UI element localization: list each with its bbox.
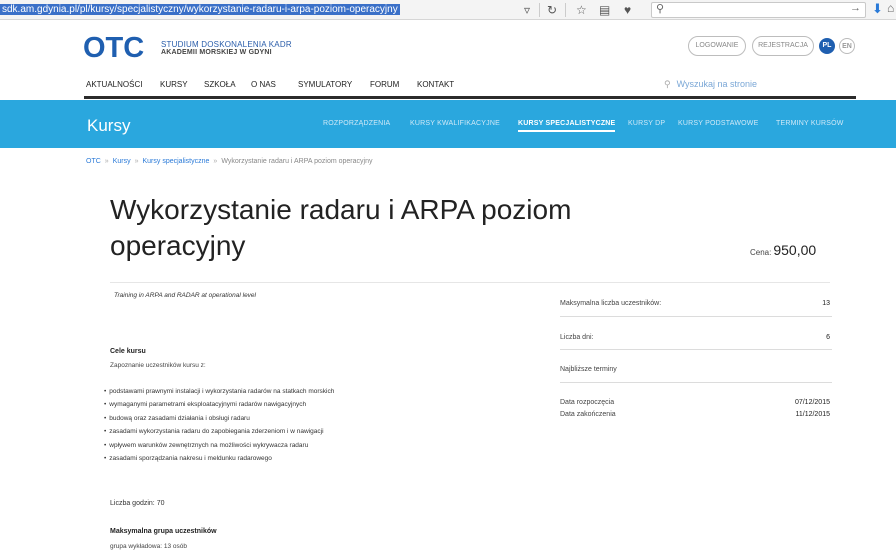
- subnav-terminy-kursow[interactable]: TERMINY KURSÓW: [776, 120, 844, 127]
- nav-forum[interactable]: FORUM: [370, 80, 400, 89]
- home-icon[interactable]: ⌂: [887, 1, 895, 15]
- site-search-input[interactable]: [664, 79, 757, 90]
- reload-icon[interactable]: ↻: [547, 3, 558, 17]
- address-bar[interactable]: [0, 2, 512, 17]
- lang-pl-button[interactable]: PL: [819, 38, 835, 54]
- site-search-icon: ⚲: [664, 79, 671, 89]
- info-start-date: [560, 399, 832, 406]
- nav-szkola[interactable]: SZKOŁA: [204, 80, 236, 89]
- list-item: • budową oraz zasadami działania i obsługi radaru: [104, 415, 334, 428]
- hours-count: Liczba godzin: 70: [110, 500, 165, 507]
- max-group-heading: Maksymalna grupa uczestników: [110, 528, 217, 535]
- dropdown-arrow-icon[interactable]: ▿: [524, 3, 531, 17]
- divider: [110, 282, 830, 283]
- info-end-date: [560, 411, 832, 418]
- register-button[interactable]: REJESTRACJA: [752, 36, 814, 56]
- price-label: Cena:: [750, 248, 772, 257]
- bookmark-star-icon[interactable]: ☆: [576, 3, 587, 17]
- page-title: Wykorzystanie radaru i ARPA poziom operacyjny: [110, 194, 572, 261]
- subnav-kursy-kwalifikacyjne[interactable]: KURSY KWALIFIKACYJNE: [410, 120, 500, 127]
- login-button[interactable]: LOGOWANIE: [688, 36, 746, 56]
- otc-logo[interactable]: [83, 33, 155, 61]
- nav-kursy[interactable]: KURSY: [160, 80, 188, 89]
- breadcrumb-separator: »: [134, 158, 139, 165]
- site-search-placeholder: Wyszukaj na stronie: [676, 79, 758, 89]
- info-label: Maksymalna liczba uczestników:: [560, 300, 662, 307]
- max-group-value: grupa wykładowa: 13 osób: [110, 543, 187, 550]
- list-item: • podstawami prawnymi instalacji i wykorzystania radarów na statkach morskich: [104, 388, 334, 401]
- breadcrumb-current: Wykorzystanie radaru i ARPA poziom operacyjny: [221, 158, 373, 165]
- info-label: Data rozpoczęcia: [560, 399, 615, 406]
- breadcrumb-otc[interactable]: OTC: [86, 158, 101, 165]
- info-label: Data zakończenia: [560, 411, 616, 418]
- info-nearest-dates: [560, 366, 832, 373]
- info-label: Liczba dni:: [560, 334, 594, 341]
- info-value: 6: [826, 334, 830, 341]
- download-icon[interactable]: ⬇: [872, 1, 883, 16]
- course-subtitle-en: Training in ARPA and RADAR at operational level: [114, 292, 256, 299]
- list-item: • wpływem warunków zewnętrznych na możliwości wykrywacza radaru: [104, 442, 334, 455]
- nav-o-nas[interactable]: O NAS: [251, 80, 276, 89]
- url-text[interactable]: sdk.am.gdynia.pl/pl/kursy/specjalistyczny/wykorzystanie-radaru-i-arpa-poziom-operacyjny: [2, 4, 398, 15]
- breadcrumb-separator: »: [104, 158, 109, 165]
- info-value: 13: [822, 300, 830, 307]
- go-arrow-icon[interactable]: →: [850, 2, 861, 14]
- nav-underline: [84, 96, 856, 99]
- info-days: [560, 334, 832, 341]
- subnav-kursy-podstawowe[interactable]: KURSY PODSTAWOWE: [678, 120, 759, 127]
- goals-heading: Cele kursu: [110, 348, 146, 355]
- browser-toolbar: [0, 0, 896, 20]
- breadcrumb-kursy-specjalistyczne[interactable]: Kursy specjalistyczne: [142, 158, 210, 165]
- nav-kontakt[interactable]: KONTAKT: [417, 80, 455, 89]
- info-max-participants: [560, 300, 832, 307]
- breadcrumb: [86, 158, 372, 165]
- reading-list-icon[interactable]: ▤: [599, 3, 611, 17]
- goals-intro: Zapoznanie uczestników kursu z:: [110, 362, 206, 369]
- info-divider: [560, 382, 832, 383]
- section-title: Kursy: [87, 116, 131, 135]
- nav-symulatory[interactable]: SYMULATORY: [298, 80, 353, 89]
- info-divider: [560, 349, 832, 350]
- goals-list: [104, 388, 334, 468]
- breadcrumb-kursy[interactable]: Kursy: [112, 158, 131, 165]
- list-item: • zasadami sporządzania nakresu i meldunku radarowego: [104, 455, 334, 468]
- subnav-kursy-dp[interactable]: KURSY DP: [628, 120, 666, 127]
- lang-en-button[interactable]: EN: [839, 38, 855, 54]
- list-item: • zasadami wykorzystania radaru do zapobiegania zderzeniom i w nawigacji: [104, 428, 334, 441]
- price-value: 950,00: [773, 242, 817, 258]
- logo-line1: STUDIUM DOSKONALENIA KADR: [161, 40, 292, 49]
- subnav-kursy-specjalistyczne[interactable]: KURSY SPECJALISTYCZNE: [518, 120, 615, 132]
- browser-search-field[interactable]: [651, 2, 866, 18]
- course-price: [750, 242, 816, 258]
- info-value: 07/12/2015: [794, 399, 830, 406]
- nav-aktualnosci[interactable]: AKTUALNOŚCI: [86, 80, 143, 89]
- info-value: 11/12/2015: [795, 411, 830, 418]
- logo-line2: AKADEMII MORSKIEJ W GDYNI: [161, 49, 272, 56]
- logo-letters: OTC: [83, 33, 145, 61]
- pocket-icon[interactable]: ♥: [624, 3, 632, 17]
- subnav-rozporzadzenia[interactable]: ROZPORZĄDZENIA: [323, 120, 391, 127]
- breadcrumb-separator: »: [213, 158, 218, 165]
- info-label: Najbliższe terminy: [560, 366, 617, 373]
- search-icon: ⚲: [656, 3, 665, 15]
- list-item: • wymaganymi parametrami eksploatacyjnymi radarów nawigacyjnych: [104, 401, 334, 414]
- info-divider: [560, 316, 832, 317]
